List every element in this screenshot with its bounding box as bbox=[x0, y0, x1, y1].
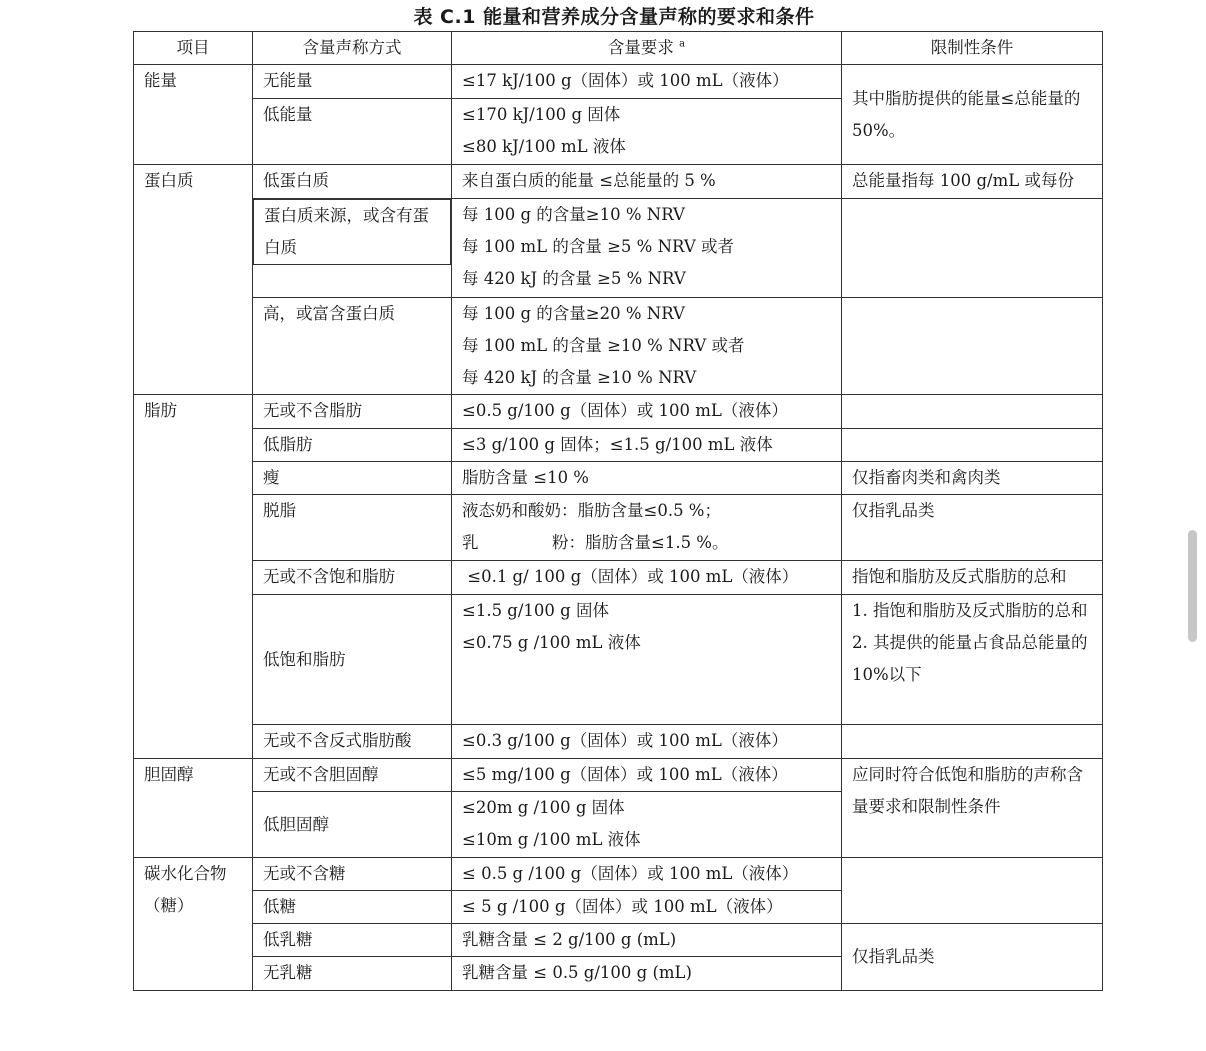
method-cell: 无能量 bbox=[253, 65, 452, 99]
requirement-cell bbox=[452, 99, 842, 165]
category-carbohydrate: 碳水化合物（糖） bbox=[134, 858, 253, 991]
condition-cell: 仅指畜肉类和禽肉类 bbox=[842, 462, 1103, 495]
requirement-cell bbox=[452, 595, 842, 725]
method-cell: 低乳糖 bbox=[253, 924, 452, 957]
table-row bbox=[134, 858, 1103, 891]
method-cell: 无或不含饱和脂肪 bbox=[253, 561, 452, 595]
table-row bbox=[134, 759, 1103, 792]
condition-cell: 指饱和脂肪及反式脂肪的总和 bbox=[842, 561, 1103, 595]
condition-cell: 其中脂肪提供的能量≤总能量的 50%。 bbox=[842, 65, 1103, 165]
requirement-word: 粉：脂肪含量≤1.5 %。 bbox=[552, 533, 729, 552]
method-cell: 低糖 bbox=[253, 891, 452, 924]
table-row bbox=[134, 165, 1103, 199]
requirement-line: 每 100 mL 的含量 ≥10 % NRV 或者 bbox=[462, 336, 745, 355]
method-cell: 低饱和脂肪 bbox=[253, 595, 452, 725]
condition-cell: 应同时符合低饱和脂肪的声称含量要求和限制性条件 bbox=[842, 759, 1103, 858]
method-cell: 蛋白质来源，或含有蛋白质 bbox=[253, 199, 451, 265]
table-title: 表 C.1 能量和营养成分含量声称的要求和条件 bbox=[413, 6, 815, 28]
method-cell: 瘦 bbox=[253, 462, 452, 495]
requirement-cell: ≤17 kJ/100 g（固体）或 100 mL（液体） bbox=[452, 65, 842, 99]
condition-cell: 仅指乳品类 bbox=[842, 924, 1103, 991]
requirement-cell: ≤5 mg/100 g（固体）或 100 mL（液体） bbox=[452, 759, 842, 792]
condition-cell bbox=[842, 725, 1103, 759]
method-cell: 脱脂 bbox=[253, 495, 452, 561]
condition-cell bbox=[842, 429, 1103, 462]
table-row bbox=[134, 495, 1103, 561]
requirement-line: 每 420 kJ 的含量 ≥10 % NRV bbox=[462, 368, 697, 387]
requirement-line: ≤20m g /100 g 固体 bbox=[462, 798, 625, 817]
requirement-line: ≤1.5 g/100 g 固体 bbox=[462, 601, 609, 620]
requirement-line: ≤80 kJ/100 mL 液体 bbox=[462, 137, 626, 156]
footnote-marker: a bbox=[679, 38, 686, 50]
requirement-line: 每 420 kJ 的含量 ≥5 % NRV bbox=[462, 269, 686, 288]
method-cell: 无或不含糖 bbox=[253, 858, 452, 891]
nutrition-claims-table bbox=[133, 31, 1103, 991]
requirement-cell: ≤ 5 g /100 g（固体）或 100 mL（液体） bbox=[452, 891, 842, 924]
header-condition: 限制性条件 bbox=[842, 32, 1103, 65]
table-row bbox=[134, 924, 1103, 957]
method-cell: 无乳糖 bbox=[253, 957, 452, 991]
condition-cell bbox=[842, 858, 1103, 924]
table-row bbox=[134, 725, 1103, 759]
requirement-word: 乳 bbox=[462, 533, 479, 552]
requirement-cell: ≤ 0.5 g /100 g（固体）或 100 mL（液体） bbox=[452, 858, 842, 891]
method-cell: 低脂肪 bbox=[253, 429, 452, 462]
requirement-cell: ≤0.3 g/100 g（固体）或 100 mL（液体） bbox=[452, 725, 842, 759]
category-energy: 能量 bbox=[134, 65, 253, 165]
method-cell: 低胆固醇 bbox=[253, 792, 452, 858]
method-cell: 低能量 bbox=[253, 99, 452, 165]
condition-cell: 仅指乳品类 bbox=[842, 495, 1103, 561]
requirement-line bbox=[462, 527, 831, 559]
requirement-line: 每 100 g 的含量≥10 % NRV bbox=[462, 205, 685, 224]
header-method: 含量声称方式 bbox=[253, 32, 452, 65]
table-row bbox=[134, 298, 1103, 395]
requirement-line: 每 100 g 的含量≥20 % NRV bbox=[462, 304, 685, 323]
requirement-cell: 脂肪含量 ≤10 % bbox=[452, 462, 842, 495]
table-row bbox=[134, 429, 1103, 462]
header-item: 项目 bbox=[134, 32, 253, 65]
condition-cell bbox=[842, 298, 1103, 395]
condition-line: 2. 其提供的能量占食品总能量的 10%以下 bbox=[852, 633, 1088, 684]
table-row bbox=[134, 561, 1103, 595]
scrollbar-thumb[interactable] bbox=[1188, 530, 1197, 642]
requirement-line: ≤10m g /100 mL 液体 bbox=[462, 830, 641, 849]
requirement-cell bbox=[452, 199, 842, 298]
requirement-cell: 来自蛋白质的能量 ≤总能量的 5 % bbox=[452, 165, 842, 199]
table-row bbox=[134, 462, 1103, 495]
method-cell: 无或不含胆固醇 bbox=[253, 759, 452, 792]
requirement-line: ≤0.75 g /100 mL 液体 bbox=[462, 633, 641, 652]
table-row bbox=[134, 595, 1103, 725]
table-row bbox=[134, 395, 1103, 429]
method-cell: 低蛋白质 bbox=[253, 165, 452, 199]
method-cell: 无或不含反式脂肪酸 bbox=[253, 725, 452, 759]
condition-cell: 总能量指每 100 g/mL 或每份 bbox=[842, 165, 1103, 199]
table-row bbox=[134, 65, 1103, 99]
condition-cell bbox=[842, 395, 1103, 429]
category-fat: 脂肪 bbox=[134, 395, 253, 759]
requirement-cell bbox=[452, 298, 842, 395]
requirement-line: ≤170 kJ/100 g 固体 bbox=[462, 105, 621, 124]
requirement-cell: ≤3 g/100 g 固体；≤1.5 g/100 mL 液体 bbox=[452, 429, 842, 462]
requirement-cell bbox=[452, 495, 842, 561]
condition-cell bbox=[842, 595, 1103, 725]
requirement-line: 每 100 mL 的含量 ≥5 % NRV 或者 bbox=[462, 237, 735, 256]
header-requirement bbox=[452, 32, 842, 65]
condition-line: 1. 指饱和脂肪及反式脂肪的总和 bbox=[852, 601, 1088, 620]
header-row bbox=[134, 32, 1103, 65]
requirement-cell: ≤0.5 g/100 g（固体）或 100 mL（液体） bbox=[452, 395, 842, 429]
category-protein: 蛋白质 bbox=[134, 165, 253, 395]
requirement-cell: 乳糖含量 ≤ 2 g/100 g (mL) bbox=[452, 924, 842, 957]
condition-cell bbox=[842, 199, 1103, 298]
header-requirement-text: 含量要求 bbox=[607, 38, 674, 57]
method-cell: 无或不含脂肪 bbox=[253, 395, 452, 429]
method-cell: 高，或富含蛋白质 bbox=[253, 298, 452, 395]
requirement-cell: 乳糖含量 ≤ 0.5 g/100 g (mL) bbox=[452, 957, 842, 991]
category-cholesterol: 胆固醇 bbox=[134, 759, 253, 858]
requirement-cell bbox=[452, 792, 842, 858]
requirement-cell: ≤0.1 g/ 100 g（固体）或 100 mL（液体） bbox=[452, 561, 842, 595]
table-row bbox=[134, 199, 1103, 298]
requirement-line: 液态奶和酸奶：脂肪含量≤0.5 %； bbox=[462, 501, 721, 520]
